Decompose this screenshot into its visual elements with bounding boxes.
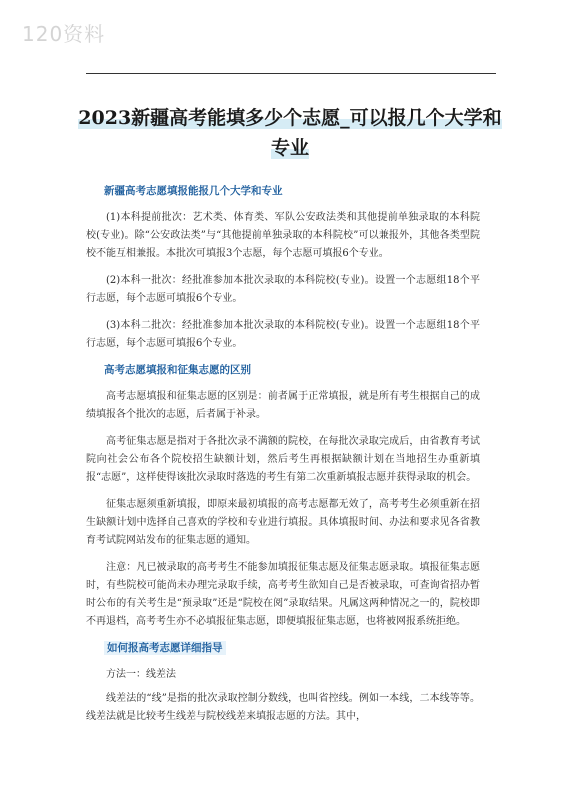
watermark: 120资料: [22, 22, 106, 46]
section-heading-2: 高考志愿填报和征集志愿的区别: [104, 364, 251, 376]
paragraph: (3)本科二批次：经批准参加本批次录取的本科院校(专业)。设置一个志愿组18个平行志愿，每个志愿可填报6个专业。: [86, 320, 480, 349]
document-title: [70, 103, 510, 163]
document-title-text: 2023新疆高考能填多少个志愿_可以报几个大学和专业: [78, 106, 502, 159]
top-divider: [86, 73, 496, 74]
paragraph: 高考征集志愿是指对于各批次录不满额的院校，在每批次录取完成后，由省教育考试院向社会公布各个院校招生缺额计划，然后考生再根据缺额计划在当地招生办重新填报“志愿”，这样使得该批次录取时落选的考生有第二次重新填报志愿并获得录取的机会。: [86, 436, 480, 483]
paragraph: 高考志愿填报和征集志愿的区别是：前者属于正常填报，就是所有考生根据自己的成绩填报各个批次的志愿，后者属于补录。: [86, 391, 480, 420]
paragraph: (1)本科提前批次：艺术类、体育类、军队公安政法类和其他提前单独录取的本科院校(专业)。除“公安政法类”与“其他提前单独录取的本科院校”可以兼报外，其他各类型院校不能互相兼报。本批次可填报3个志愿，每个志愿可填报6个专业。: [86, 212, 480, 259]
document-body: [86, 183, 480, 735]
section-heading-1: 新疆高考志愿填报能报几个大学和专业: [104, 185, 283, 197]
paragraph: (2)本科一批次：经批准参加本批次录取的本科院校(专业)。设置一个志愿组18个平行志愿，每个志愿可填报6个专业。: [86, 275, 480, 304]
paragraph: 注意：凡已被录取的高考考生不能参加填报征集志愿及征集志愿录取。填报征集志愿时，有些院校可能尚未办理完录取手续，高考考生欲知自己是否被录取，可查询省招办暂时公布的有关考生是“预录取”还是“院校在阅”录取结果。凡属这两种情况之一的，院校即不再退档，高考考生亦不必填报征集志愿，即便填报征集志愿，也将被网报系统拒绝。: [86, 562, 480, 627]
section-heading-3-text: 如何报高考志愿详细指导: [104, 641, 226, 655]
paragraph: 方法一：线差法: [106, 669, 176, 680]
section-heading-3: [104, 640, 480, 656]
paragraph: 线差法的“线”是指的批次录取控制分数线，也叫省控线。例如一本线，二本线等等。线差法就是比较考生线差与院校线差来填报志愿的方法。其中，: [86, 693, 480, 722]
paragraph: 征集志愿须重新填报，即原来最初填报的高考志愿都无效了，高考考生必须重新在招生缺额计划中选择自己喜欢的学校和专业进行填报。具体填报时间、办法和要求见各省教育考试院网站发布的征集志愿的通知。: [86, 499, 480, 546]
